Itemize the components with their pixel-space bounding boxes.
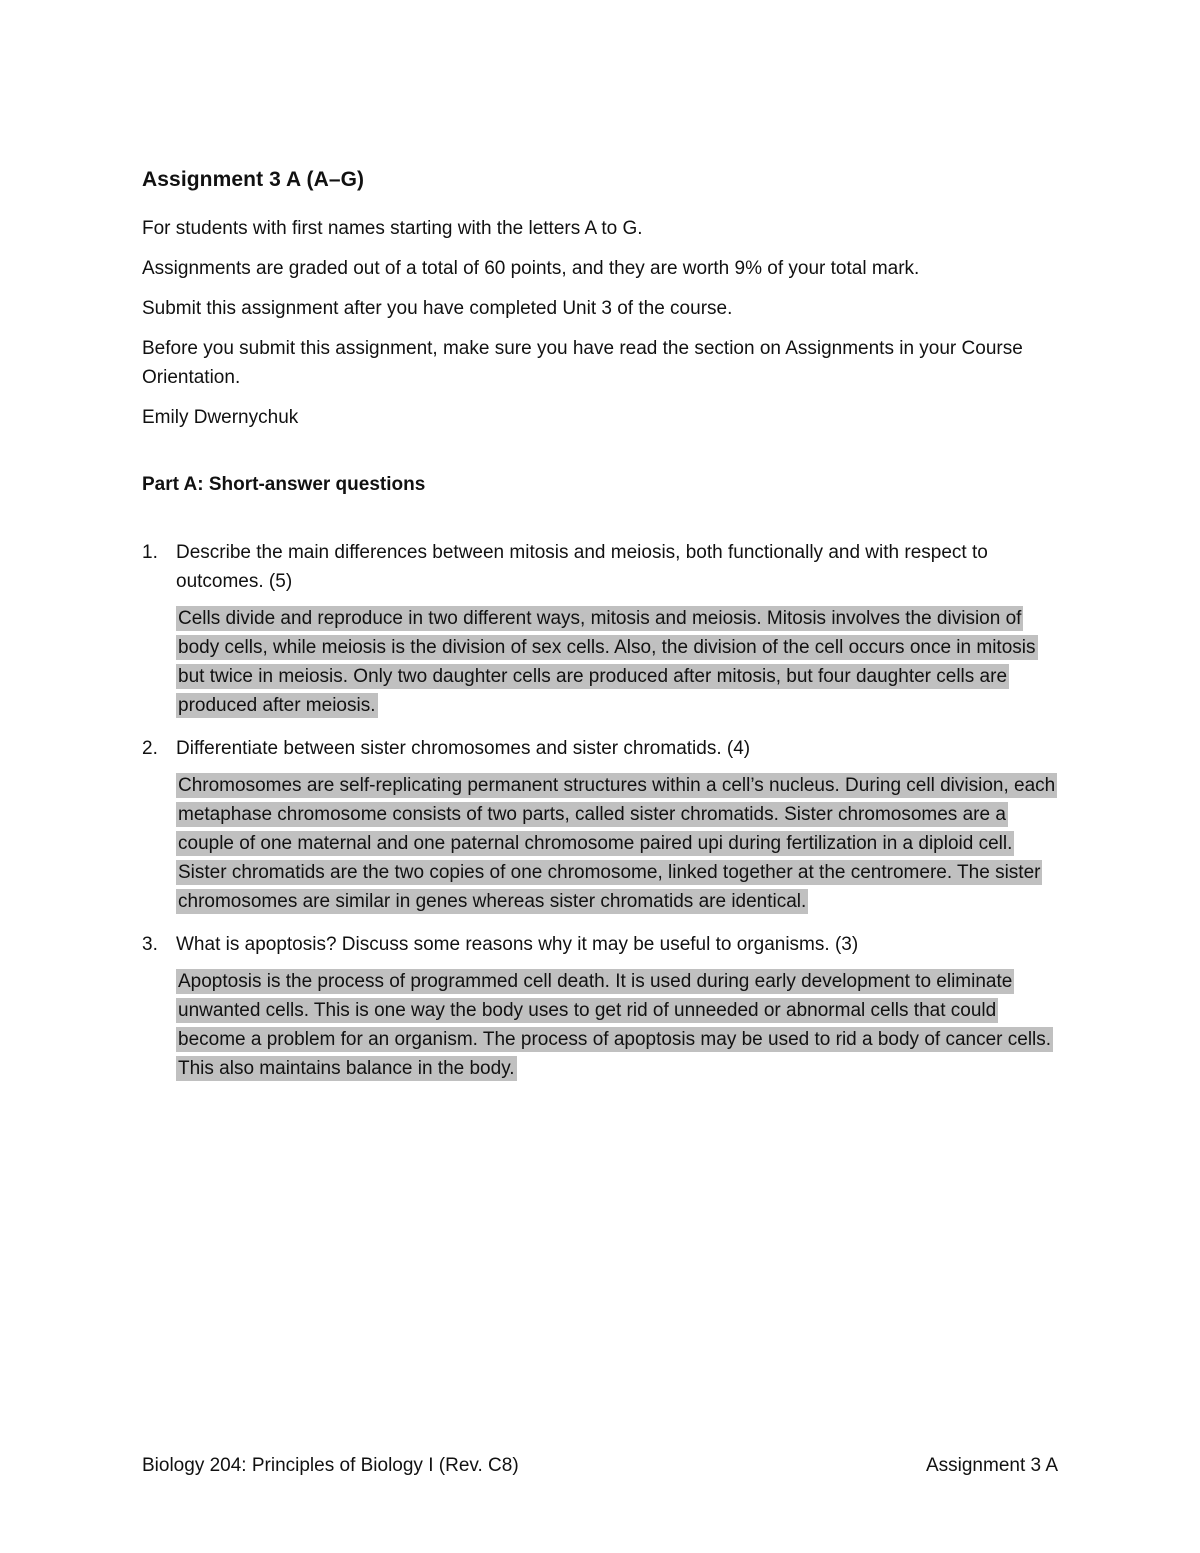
footer-assignment-label: Assignment 3 A (925, 1455, 1058, 1476)
question-text: Describe the main differences between mitosis and meiosis, both functionally and with respect to outcomes. (5) (176, 542, 988, 592)
question-text: Differentiate between sister chromosomes and sister chromatids. (4) (176, 738, 751, 759)
question-number: 3. (142, 934, 158, 955)
intro-orientation-note: Before you submit this assignment, make sure you have read the section on Assignments in your Course Orientation. (142, 338, 1023, 388)
answer-text: Chromosomes are self-replicating permanent structures within a cell’s nucleus. During cell division, each metaphase chromosome consists of two parts, called sister chromatids. Sister chromosomes are a couple of one maternal and one paternal chromosome paired upi during fertilization in a diploid cell. Sister chromatids are the two copies of one chromosome, linked together at the centromere. The sister chromosomes are similar in genes whereas sister chromatids are identical. (178, 775, 1056, 912)
answer-text: Apoptosis is the process of programmed cell death. It is used during early development to eliminate unwanted cells. This is one way the body uses to get rid of unneeded or abnormal cells that could become a problem for an organism. The process of apoptosis may be used to rid a body of cancer cells. This also maintains balance in the body. (178, 971, 1052, 1079)
question-item (142, 930, 1062, 1083)
part-heading: Part A: Short-answer questions (142, 474, 426, 495)
question-list (142, 538, 1062, 1083)
intro-submit-timing: Submit this assignment after you have completed Unit 3 of the course. (142, 298, 733, 319)
question-item (142, 734, 1062, 916)
page-footer (142, 1455, 1058, 1477)
answer-text: Cells divide and reproduce in two different ways, mitosis and meiosis. Mitosis involves the division of body cells, while meiosis is the division of sex cells. Also, the division of the cell occurs once in mitosis but twice in meiosis. Only two daughter cells are produced after mitosis, but four daughter cells are produced after meiosis. (178, 608, 1036, 716)
document-title: Assignment 3 A (A–G) (142, 168, 365, 191)
answer-block (176, 604, 1062, 720)
document-body (142, 168, 1062, 1097)
intro-section (142, 214, 1062, 432)
question-number: 2. (142, 738, 158, 759)
question-item (142, 538, 1062, 720)
footer-course-name: Biology 204: Principles of Biology I (Rev. C8) (142, 1455, 519, 1476)
question-number: 1. (142, 542, 158, 563)
answer-block (176, 771, 1062, 916)
question-text: What is apoptosis? Discuss some reasons why it may be useful to organisms. (3) (176, 934, 859, 955)
student-name: Emily Dwernychuk (142, 407, 299, 428)
intro-audience: For students with first names starting with the letters A to G. (142, 218, 643, 239)
intro-grading: Assignments are graded out of a total of 60 points, and they are worth 9% of your total mark. (142, 258, 920, 279)
answer-block (176, 967, 1062, 1083)
